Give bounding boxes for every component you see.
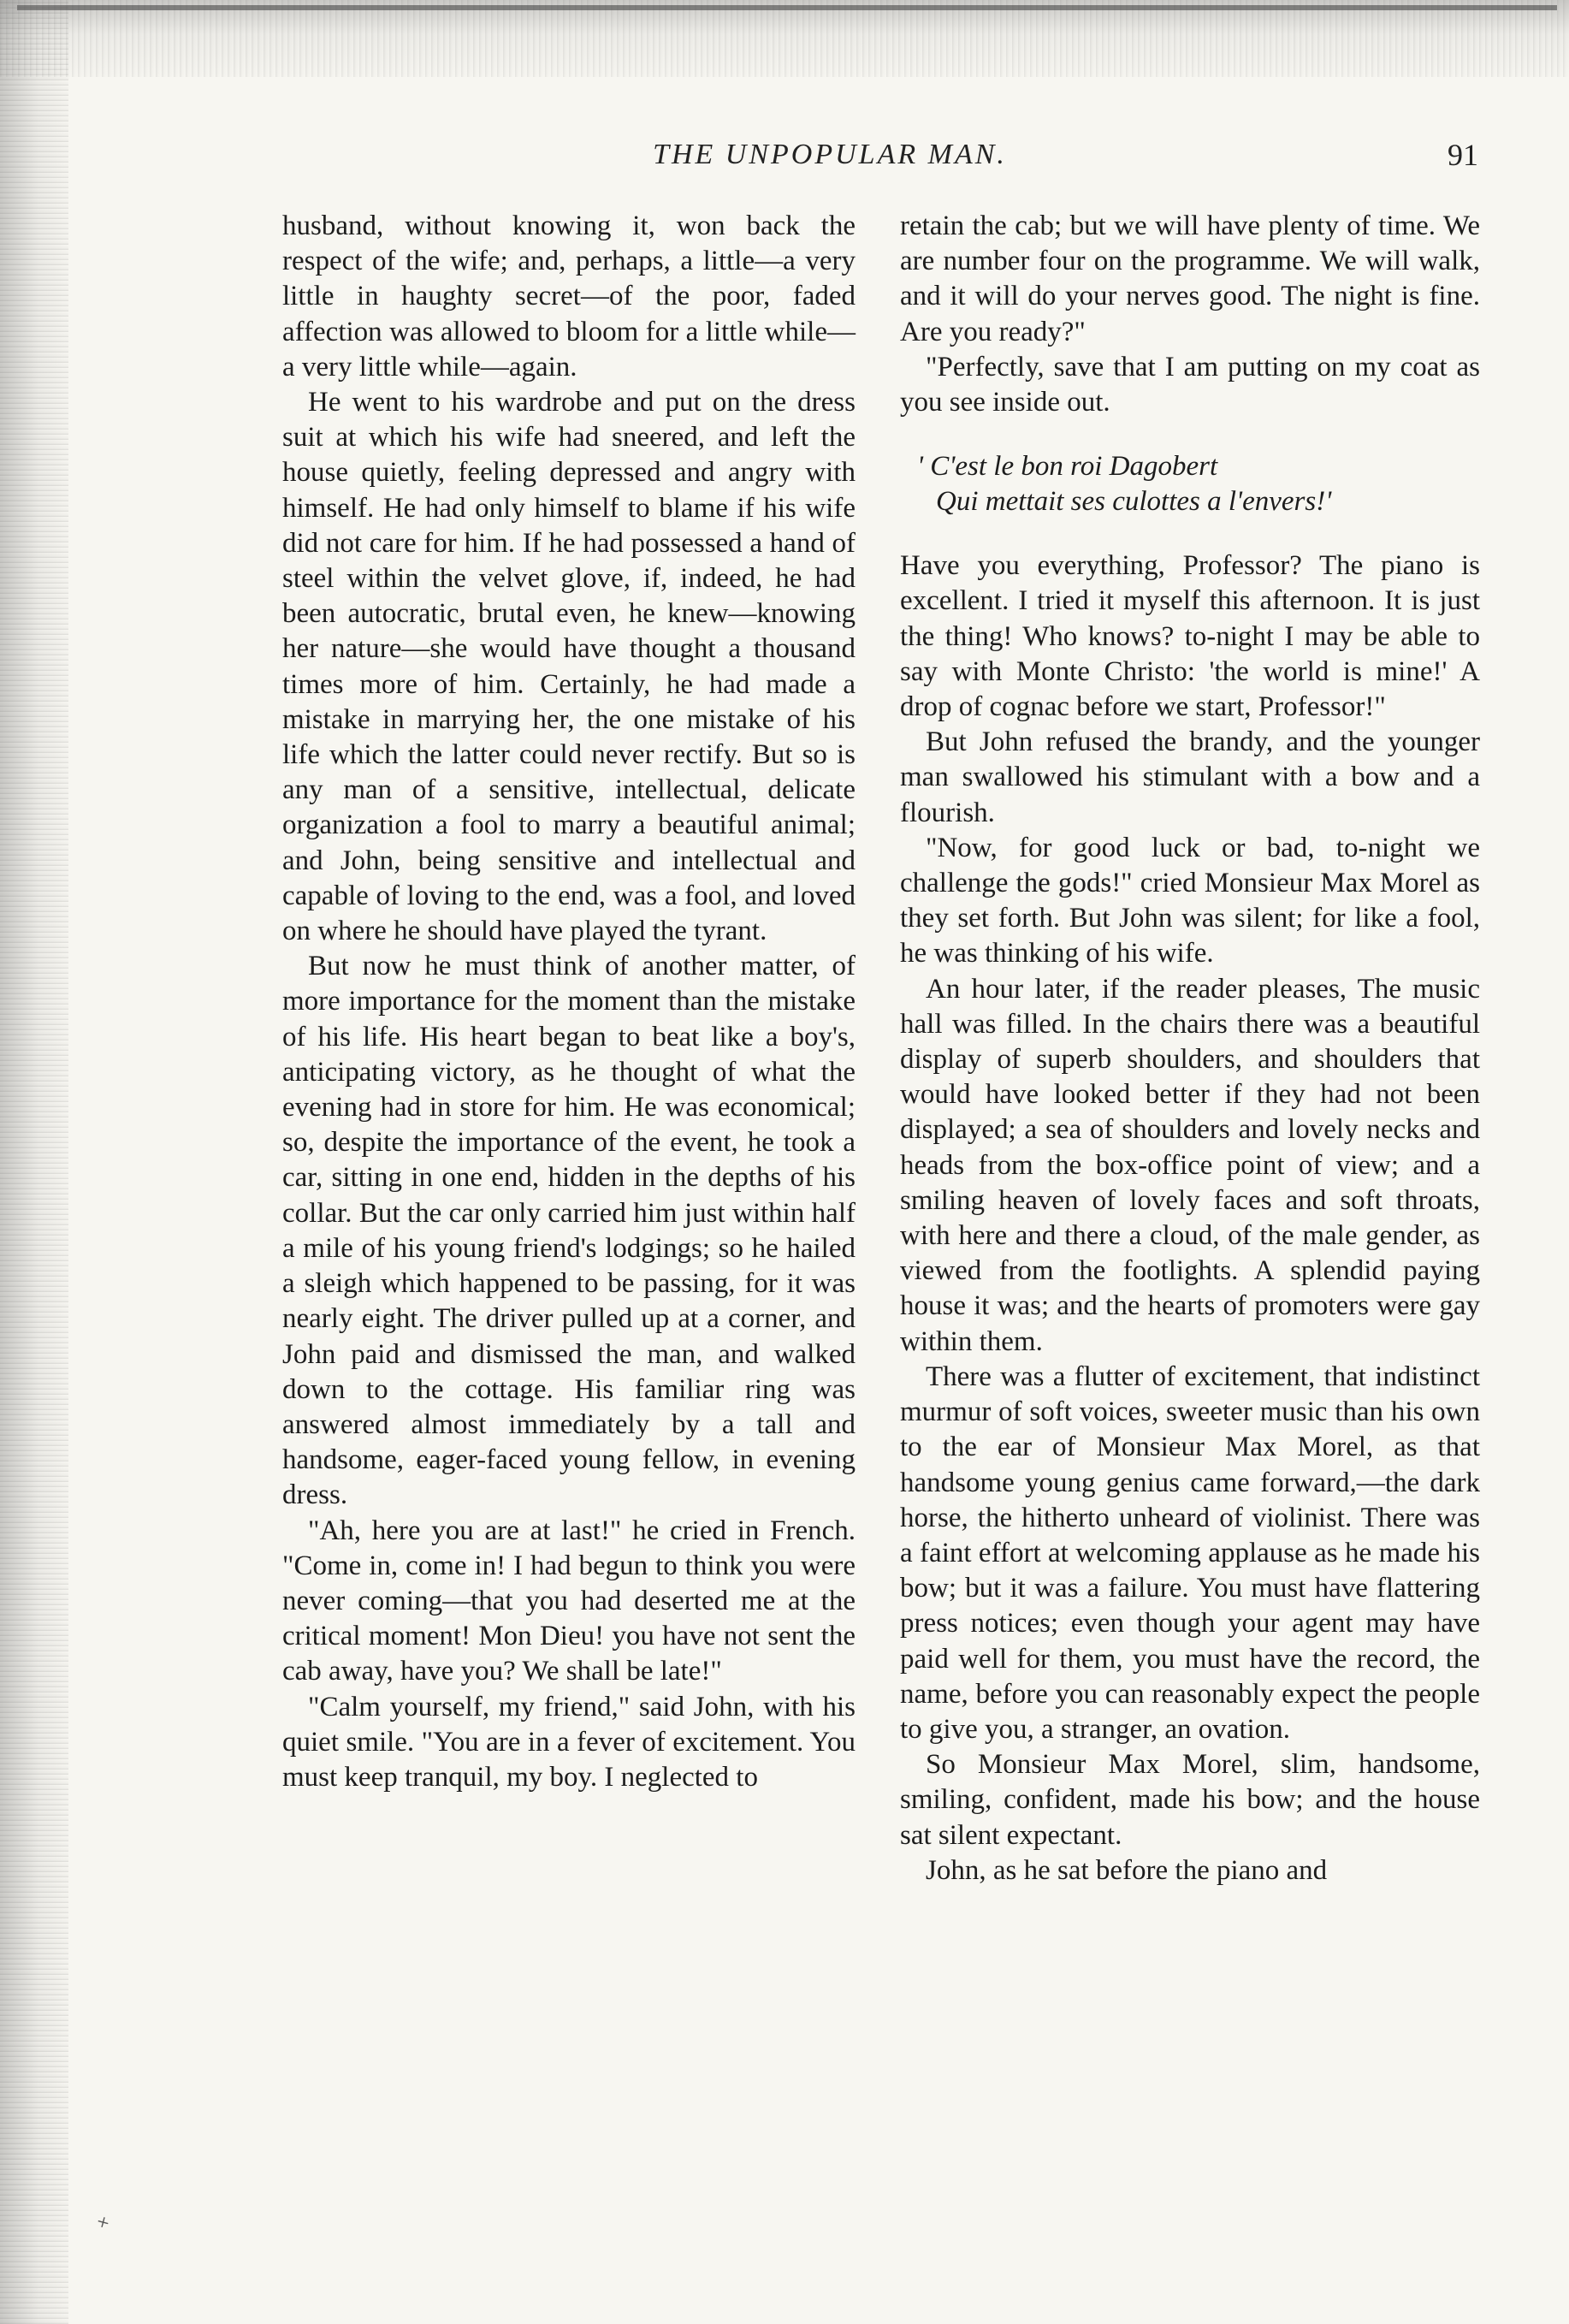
verse-line: Qui mettait ses culottes a l'envers!' (936, 486, 1332, 518)
paragraph: "Now, for good luck or bad, to-night we challenge the gods!" cried Monsieur Max Morel as they set forth. But John was silent; for like a fool, he was thinking of his wife. (900, 832, 1480, 969)
paragraph: But now he must think of another matter, of more importance for the moment than the mistake of his life. His heart began to beat like a boy's, anticipating victory, as he thought of what the evening had in store for him. He was economical; so, despite the importance of the event, he took a car, sitting in one end, hidden in the depths of his collar. But the car only carried him just within half a mile of his young friend's lodgings; so he hailed a sleigh which happened to be passing, for it was nearly eight. The driver pulled up at a corner, and John paid and dismissed the man, and walked down to the cottage. His familiar ring was answered almost immediately by a tall and handsome, eager-faced young fellow, in evening dress. (282, 951, 856, 1511)
paragraph: But John refused the brandy, and the younger man swallowed his stimulant with a bow and a flourish. (900, 726, 1480, 828)
right-column (900, 209, 1480, 1888)
scan-rule-top (17, 5, 1557, 10)
stray-pen-mark: ˟ (94, 2211, 116, 2241)
paragraph: He went to his wardrobe and put on the dress suit at which his wife had sneered, and left the house quietly, feeling depressed and angry with himself. He had only himself to blame if his wife did not care for him. If he had possessed a hand of steel within the velvet glove, if, indeed, he had been autocratic, brutal even, he knew—knowing her nature—she would have thought a thousand times more of him. Certainly, he had made a mistake in marrying her, the one mistake of his life which the latter could never rectify. But so is any man of a sensitive, intellectual, delicate organization a fool to marry a beautiful animal; and John, being sensitive and intellectual and capable of loving to the end, was a fool, and loved on where he should have played the tyrant. (282, 387, 856, 947)
paragraph: "Calm yourself, my friend," said John, with his quiet smile. "You are in a fever of excitement. You must keep tranquil, my boy. I neglected to (282, 1691, 856, 1793)
scan-edge-top (0, 0, 1569, 77)
paragraph: John, as he sat before the piano and (926, 1854, 1328, 1886)
paragraph: retain the cab; but we will have plenty of time. We are number four on the programme. We will walk, and it will do your nerves good. The night is fine. Are you ready?" (900, 210, 1480, 347)
running-title: THE UNPOPULAR MAN. (653, 139, 1007, 170)
paragraph: Have you everything, Professor? The piano is excellent. I tried it myself this afternoon. It is just the thing! Who knows? to-night I may be able to say with Monte Christo: 'the world is mine!' A drop of cognac before we start, Professor!" (900, 550, 1480, 723)
paragraph: So Monsieur Max Morel, slim, handsome, smiling, confident, made his bow; and the house sat silent expectant. (900, 1749, 1480, 1851)
page-number: 91 (1448, 138, 1478, 172)
paragraph: An hour later, if the reader pleases, The music hall was filled. In the chairs there was a beautiful display of superb shoulders, and shoulders that would have looked better if they had not been displayed; a sea of shoulders and lovely necks and heads from the box-office point of view; and a smiling heaven of lovely faces and soft throats, with here and there a cloud, of the male gender, as viewed from the footlights. A splendid paying house it was; and the hearts of promoters were gay within them. (900, 973, 1480, 1357)
scan-edge-left (0, 0, 68, 2324)
song-verse (917, 449, 1480, 519)
paragraph: husband, without knowing it, won back the respect of the wife; and, perhaps, a little—a very little in haughty secret—of the poor, faded affection was allowed to bloom for a little while—a very little while—again. (282, 210, 856, 382)
paragraph: "Ah, here you are at last!" he cried in French. "Come in, come in! I had begun to think you were never coming—that you had deserted me at the critical moment! Mon Dieu! you have not sent the cab away, have you? We shall be late!" (282, 1515, 856, 1687)
verse-line: ' C'est le bon roi Dagobert (917, 451, 1218, 483)
left-column (282, 209, 856, 1795)
paragraph: "Perfectly, save that I am putting on my coat as you see inside out. (900, 351, 1480, 418)
paragraph: There was a flutter of excitement, that indistinct murmur of soft voices, sweeter music than his own to the ear of Monsieur Max Morel, as that handsome young genius came forward,—the dark horse, the hitherto unheard of violinist. There was a faint effort at welcoming applause as he made his bow; but it was a failure. You must have flattering press notices; even though your agent may have paid well for them, you must have the record, the name, before you can reasonably expect the people to give you, a stranger, an ovation. (900, 1361, 1480, 1745)
